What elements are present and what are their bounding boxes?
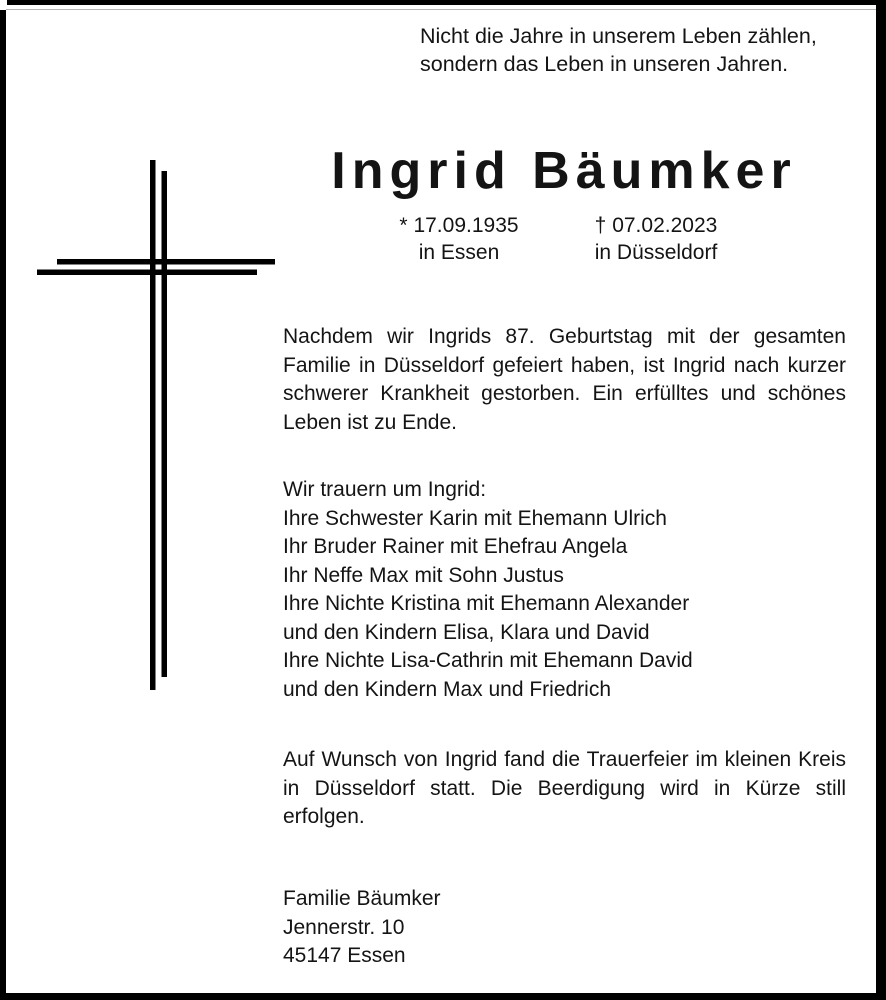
epigraph-line-1: Nicht die Jahre in unserem Leben zählen, [420, 24, 817, 48]
page-border-topline [6, 9, 876, 10]
death-date: 07.02.2023 [612, 214, 718, 237]
birth-place: in Essen [418, 241, 500, 264]
page-border-bottom [0, 993, 886, 1000]
death-cross-symbol: † [594, 214, 607, 237]
family-address [283, 885, 846, 971]
mourner-line: und den Kindern Max und Friedrich [283, 677, 612, 701]
address-family: Familie Bäumker [283, 887, 441, 910]
mourner-line: Ihr Neffe Max mit Sohn Justus [283, 563, 564, 587]
address-street: Jennerstr. 10 [283, 915, 405, 939]
birth-info [383, 212, 535, 266]
death-place: in Düsseldorf [594, 241, 718, 264]
mourner-line: und den Kindern Elisa, Klara und David [283, 620, 650, 644]
mourner-line: Ihr Bruder Rainer mit Ehefrau Angela [283, 535, 628, 558]
mourner-line: Ihre Nichte Lisa-Cathrin mit Ehemann David [283, 649, 693, 672]
epigraph [420, 22, 817, 78]
birth-date: 17.09.1935 [413, 214, 519, 237]
funeral-paragraph: Auf Wunsch von Ingrid fand die Trauerfeier im kleinen Kreis in Düsseldorf statt. Die Beerdigung wird in Kürze still erfolgen. [283, 748, 846, 828]
page-border-top [7, 0, 886, 5]
epigraph-line-2: sondern das Leben in unseren Jahren. [420, 52, 789, 76]
deceased-name: Ingrid Bäumker [331, 142, 797, 200]
birth-symbol: * [399, 214, 408, 237]
death-info [572, 212, 740, 266]
intro-paragraph: Nachdem wir Ingrids 87. Geburtstag mit der gesamten Familie in Düsseldorf gefeiert haben, ist Ingrid nach kurzer schwerer Krankheit gestorben. Ein erfülltes und schönes Leben ist zu Ende. [283, 325, 846, 434]
mourner-line: Ihre Schwester Karin mit Ehemann Ulrich [283, 506, 667, 530]
page-border-right [876, 0, 886, 1000]
mourners-heading: Wir trauern um Ingrid: [283, 478, 487, 501]
mourner-line: Ihre Nichte Kristina mit Ehemann Alexander [283, 592, 690, 615]
birth-date-line [383, 212, 535, 239]
death-date-line [572, 212, 740, 239]
page-border-left [0, 10, 6, 1000]
address-city: 45147 Essen [283, 944, 406, 967]
mourners-list [283, 476, 846, 704]
